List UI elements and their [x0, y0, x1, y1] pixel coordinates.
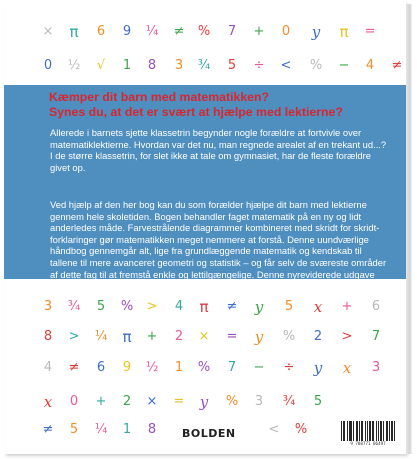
math-symbol: 6: [96, 360, 106, 375]
barcode-bar: [392, 421, 393, 441]
math-symbol: ÷: [283, 360, 295, 375]
math-symbol: π: [122, 328, 132, 346]
barcode-bar: [380, 421, 381, 441]
blurb-paragraph-2: Ved hjælp af den her bog kan du som forælder hjælpe dit barn med lektierne gennem hele skoletiden. Bogen behandler faget matematik på en ny og lidt anderledes måde. Farvestrålende diagrammer kombineret med skridt for skridt-forklaringer gør matematikken meget nemmere at forstå. Denne uundværlige håndbog gennemgår alt, lige fra grundlæggende matematik og kendskab til tallene til mere avanceret geometri og statistik – og får selv de sværeste områder af dette fag til at fremstå enkle og lettilgængelige. Denne nyreviderede udgave indeholder nu også romertal, binære tal og klokken.: [50, 199, 387, 292]
barcode-bar: [357, 421, 358, 441]
barcode-bar: [350, 421, 351, 441]
math-symbol: >: [146, 299, 158, 314]
barcode-bar: [341, 421, 342, 441]
symbol-row-6: [4, 394, 406, 414]
math-symbol: √: [96, 58, 106, 73]
math-symbol: 8: [43, 329, 53, 344]
barcode-bar: [381, 421, 382, 441]
barcode-bar: [370, 421, 371, 441]
math-symbol: ¾: [197, 58, 211, 73]
symbol-row-2: [4, 58, 406, 78]
book-back-cover: [4, 2, 406, 454]
math-symbol: 3: [254, 394, 264, 409]
barcode-bar: [356, 421, 357, 441]
math-symbol: ×: [42, 24, 54, 39]
math-symbol: x: [43, 393, 53, 411]
math-symbol: %: [294, 422, 308, 437]
math-symbol: ×: [198, 329, 210, 344]
barcode-bar: [389, 421, 390, 441]
math-symbol: %: [309, 58, 323, 73]
math-symbol: 5: [96, 299, 106, 314]
barcode-bar: [351, 421, 352, 441]
math-symbol: 4: [365, 58, 375, 73]
math-symbol: 5: [313, 394, 323, 409]
publisher-logo: BOLDEN: [182, 427, 236, 440]
math-symbol: ≠: [42, 422, 54, 437]
barcode-bar: [369, 421, 370, 441]
math-symbol: π: [69, 23, 79, 41]
math-symbol: ¼: [145, 24, 159, 39]
math-symbol: 8: [147, 58, 157, 73]
math-symbol: <: [268, 422, 280, 437]
math-symbol: 0: [43, 58, 53, 73]
math-symbol: ≠: [391, 58, 403, 73]
math-symbol: ×: [146, 394, 158, 409]
headline-line-2: Synes du, at det er svært at hjælpe med lektierne?: [49, 105, 343, 119]
math-symbol: 5: [69, 422, 79, 437]
barcode-bar: [391, 421, 392, 441]
headline-line-1: Kæmper dit barn med matematikken?: [49, 90, 270, 104]
math-symbol: =: [173, 394, 185, 409]
barcode-bar: [372, 421, 373, 441]
math-symbol: x: [342, 359, 352, 377]
math-symbol: ¼: [94, 422, 108, 437]
barcode-bar: [361, 421, 362, 441]
math-symbol: 4: [174, 299, 184, 314]
math-symbol: ¾: [67, 299, 81, 314]
math-symbol: −: [338, 58, 350, 73]
math-symbol: π: [339, 23, 349, 41]
math-symbol: y: [311, 23, 321, 41]
barcode-bar: [365, 421, 366, 441]
barcode-bar: [353, 421, 354, 441]
math-symbol: ÷: [253, 58, 265, 73]
math-symbol: 2: [313, 329, 323, 344]
math-symbol: %: [225, 394, 239, 409]
math-symbol: 1: [174, 360, 184, 375]
math-symbol: >: [341, 329, 353, 344]
math-symbol: 5: [284, 299, 294, 314]
math-symbol: 7: [227, 360, 237, 375]
barcode-bar: [378, 421, 379, 441]
math-symbol: 2: [122, 394, 132, 409]
blurb-paragraph-1: Allerede i barnets sjette klassetrin begynder nogle forældre at fortvivle over matematiklektierne. Hvordan var det nu, man regnede arealet af en trekant ud...? I de større klassetrin, for slet ikke at tale om gymnasiet, har de fleste forældre givet op.: [50, 127, 387, 173]
barcode-bar: [383, 421, 384, 441]
math-symbol: +: [146, 329, 158, 344]
math-symbol: 1: [122, 58, 132, 73]
barcode-bar: [343, 421, 344, 441]
math-symbol: +: [95, 394, 107, 409]
math-symbol: 9: [122, 24, 132, 39]
math-symbol: =: [226, 329, 238, 344]
symbol-row-3: [4, 299, 406, 319]
math-symbol: 5: [227, 58, 237, 73]
math-symbol: ≠: [226, 299, 238, 314]
math-symbol: ½: [67, 58, 81, 73]
barcode-bar: [362, 421, 363, 441]
math-symbol: ≠: [68, 360, 80, 375]
math-symbol: %: [197, 360, 211, 375]
math-symbol: 4: [43, 360, 53, 375]
symbol-row-1: [4, 24, 406, 44]
math-symbol: 9: [122, 360, 132, 375]
math-symbol: %: [120, 299, 134, 314]
barcode-bar: [387, 421, 388, 441]
math-symbol: x: [313, 298, 323, 316]
math-symbol: 7: [371, 329, 381, 344]
math-symbol: <: [280, 58, 292, 73]
barcode-bar: [344, 421, 345, 441]
math-symbol: 3: [174, 58, 184, 73]
math-symbol: ≠: [173, 24, 185, 39]
barcode-bar: [386, 421, 387, 441]
math-symbol: 0: [69, 394, 79, 409]
back-cover-headline: [49, 90, 379, 120]
barcode-bar: [394, 421, 395, 441]
math-symbol: 2: [174, 329, 184, 344]
math-symbol: ¾: [282, 394, 296, 409]
math-symbol: 7: [227, 24, 237, 39]
symbol-row-4: [4, 329, 406, 349]
math-symbol: 3: [371, 360, 381, 375]
math-symbol: 6: [371, 299, 381, 314]
math-symbol: =: [364, 24, 376, 39]
math-symbol: +: [253, 24, 265, 39]
symbol-row-5: [4, 360, 406, 380]
math-symbol: 3: [43, 299, 53, 314]
barcode-number: 9 788771 06497: [339, 441, 397, 446]
math-symbol: ½: [145, 360, 159, 375]
barcode-bar: [367, 421, 368, 441]
barcode-bar: [373, 421, 374, 441]
barcode-bar: [359, 421, 360, 441]
math-symbol: y: [313, 359, 323, 377]
math-symbol: +: [341, 299, 353, 314]
math-symbol: −: [253, 360, 265, 375]
math-symbol: 6: [96, 24, 106, 39]
barcode-bar: [349, 421, 350, 441]
math-symbol: 8: [147, 422, 157, 437]
math-symbol: y: [199, 393, 209, 411]
math-symbol: 0: [281, 24, 291, 39]
barcode-bar: [347, 421, 348, 441]
math-symbol: y: [254, 328, 264, 346]
math-symbol: ¼: [94, 329, 108, 344]
math-symbol: π: [199, 298, 209, 316]
page-edge: [406, 4, 412, 454]
math-symbol: >: [68, 329, 80, 344]
math-symbol: 1: [122, 422, 132, 437]
barcode-bar: [376, 421, 377, 441]
math-symbol: %: [282, 329, 296, 344]
math-symbol: y: [254, 298, 264, 316]
math-symbol: %: [197, 24, 211, 39]
